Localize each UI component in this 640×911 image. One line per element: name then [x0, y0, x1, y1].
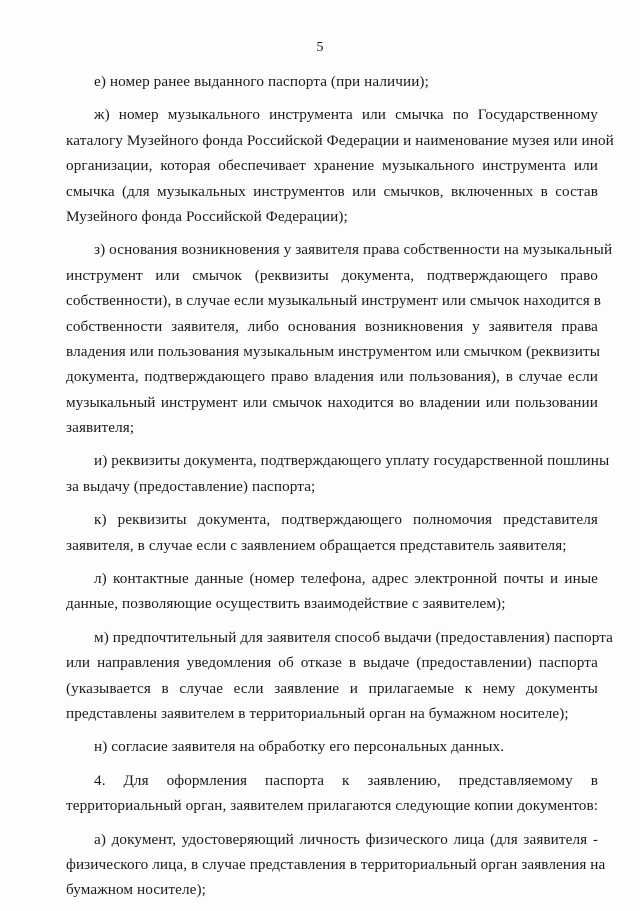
text-line: ж) номер музыкального инструмента или смычка по Государственному	[94, 106, 598, 124]
text-line: з) основания возникновения у заявителя права собственности на музыкальный	[94, 241, 613, 259]
text-line: м) предпочтительный для заявителя способ выдачи (предоставления) паспорта	[94, 628, 613, 646]
text-line: каталогу Музейного фонда Российской Федерации и наименование музея или иной	[66, 131, 614, 149]
text-line: данные, позволяющие осуществить взаимодействие с заявителем);	[66, 595, 506, 613]
document-body	[66, 69, 614, 911]
paragraph	[66, 768, 598, 819]
text-line: заявителя, в случае если с заявлением обращается представитель заявителя;	[66, 536, 567, 554]
text-line: и) реквизиты документа, подтверждающего уплату государственной пошлины	[94, 452, 610, 470]
text-line: бумажном носителе);	[66, 881, 206, 899]
paragraph	[66, 827, 606, 903]
page-number: 5	[316, 40, 324, 55]
paragraph	[66, 566, 598, 617]
text-line: собственности), в случае если музыкальный инструмент или смычок находится в	[66, 292, 602, 310]
text-line: к) реквизиты документа, подтверждающего полномочия представителя	[94, 511, 598, 529]
text-line: Музейного фонда Российской Федерации);	[66, 207, 348, 225]
text-line: представлены заявителем в территориальный орган на бумажном носителе);	[66, 704, 569, 722]
text-line: музыкальный инструмент или смычок находится во владении или пользовании	[66, 393, 598, 411]
text-line: владения или пользования музыкальным инструментом или смычком (реквизиты	[66, 342, 600, 360]
paragraph	[66, 237, 613, 440]
text-line: организации, которая обеспечивает хранение музыкального инструмента или	[66, 157, 598, 175]
paragraph	[66, 102, 614, 229]
text-line: а) документ, удостоверяющий личность физического лица (для заявителя -	[94, 830, 598, 848]
text-line: территориальный орган, заявителем прилагаются следующие копии документов:	[66, 797, 599, 815]
text-line: заявителя;	[66, 419, 135, 437]
paragraph	[66, 69, 598, 94]
text-line: смычка (для музыкальных инструментов или смычков, включенных в состав	[66, 182, 598, 200]
text-line: л) контактные данные (номер телефона, адрес электронной почты и иные	[94, 570, 598, 588]
text-line: (указывается в случае если заявление и прилагаемые к нему документы	[66, 679, 598, 697]
text-line: или направления уведомления об отказе в выдаче (предоставлении) паспорта	[66, 654, 598, 672]
paragraph	[66, 448, 610, 499]
text-line: е) номер ранее выданного паспорта (при наличии);	[94, 73, 429, 90]
paragraph	[66, 734, 598, 759]
text-line: 4. Для оформления паспорта к заявлению, представляемому в	[94, 771, 598, 789]
paragraph	[66, 507, 598, 558]
text-line: документа, подтверждающего право владения или пользования), в случае если	[66, 368, 598, 386]
paragraph	[66, 625, 613, 727]
text-line: инструмент или смычок (реквизиты документа, подтверждающего право	[66, 266, 598, 284]
text-line: н) согласие заявителя на обработку его персональных данных.	[94, 738, 505, 756]
text-line: собственности заявителя, либо основания возникновения у заявителя права	[66, 317, 598, 335]
text-line: за выдачу (предоставление) паспорта;	[66, 477, 316, 495]
text-line: физического лица, в случае представления в территориальный орган заявления на	[66, 855, 606, 873]
